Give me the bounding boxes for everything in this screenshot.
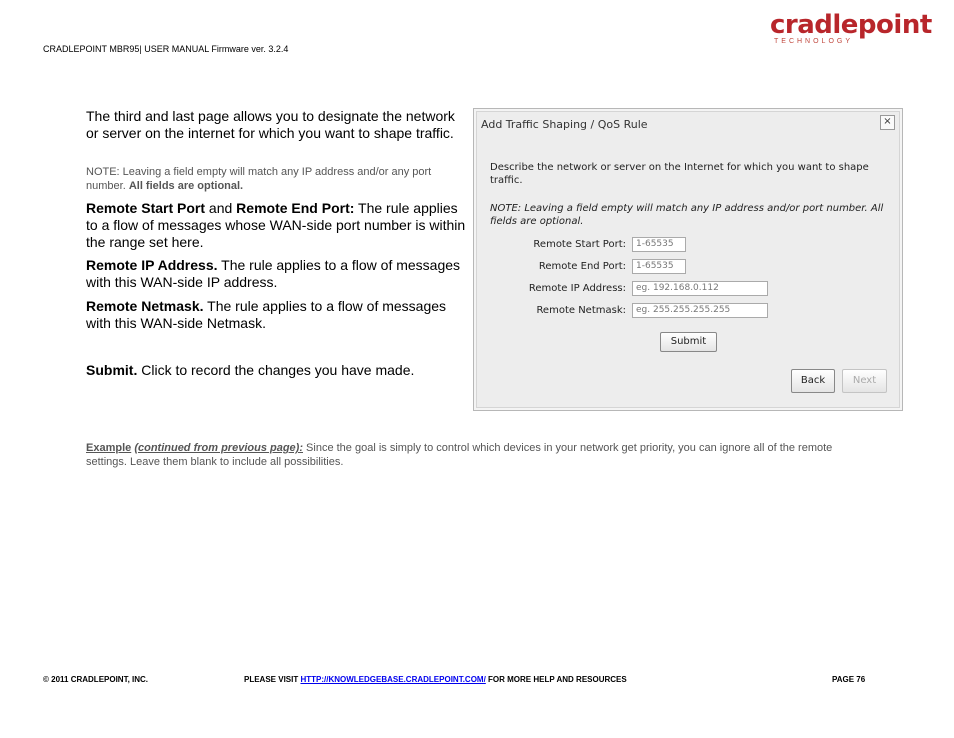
dialog-note: NOTE: Leaving a field empty will match any IP address and/or port number. All fields are optional. [490,203,884,227]
dialog-description: Describe the network or server on the Internet for which you want to shape traffic. [490,162,869,186]
ip-description: The rule applies to a flow of messages with this WAN-side IP address. [86,257,461,290]
example-text: Since the goal is simply to control which devices in your network get priority, you can ignore all of the remote settings. Leave them blank to include all possibilities. [86,442,833,468]
example-paragraph [86,441,876,469]
remote-end-port-row [477,259,877,277]
footer-visit [244,675,627,684]
netmask-description: The rule applies to a flow of messages with this WAN-side Netmask. [86,298,447,331]
submit-button[interactable]: Submit [660,332,717,352]
footer-page-number: PAGE 76 [832,675,866,684]
port-and: and [205,200,237,216]
dialog-body [476,111,900,408]
remote-start-port-row [477,237,877,255]
logo-wordmark: cradlepoint [770,10,932,40]
next-button[interactable]: Next [842,369,887,393]
netmask-term: Remote Netmask. [86,298,204,314]
remote-end-port-input[interactable]: 1-65535 [632,259,686,274]
qos-rule-dialog [473,108,903,411]
remote-start-port-input[interactable]: 1-65535 [632,237,686,252]
ip-paragraph [86,257,466,291]
remote-netmask-input[interactable]: eg. 255.255.255.255 [632,303,768,318]
netmask-paragraph [86,298,466,332]
document-header-title: CRADLEPOINT MBR95| USER MANUAL Firmware ver. 3.2.4 [43,44,289,54]
remote-ip-address-row [477,281,877,299]
port-term-start: Remote Start Port [86,200,206,216]
note-paragraph [86,165,466,193]
remote-netmask-label: Remote Netmask: [536,305,626,316]
back-button[interactable]: Back [791,369,835,393]
ip-paragraph-block [86,257,466,291]
example-label: Example [86,442,132,454]
netmask-paragraph-block [86,298,466,332]
note-paragraph-block [86,165,466,193]
port-paragraph [86,200,466,251]
remote-ip-address-input[interactable]: eg. 192.168.0.112 [632,281,768,296]
port-paragraph-block [86,200,466,251]
close-icon[interactable]: × [880,115,895,130]
footer-visit-prefix: PLEASE VISIT [244,675,301,684]
knowledgebase-link[interactable]: HTTP://KNOWLEDGEBASE.CRADLEPOINT.COM/ [300,675,486,684]
port-term-end: Remote End Port: [236,200,355,216]
submit-paragraph-block [86,362,466,379]
remote-netmask-row [477,303,877,321]
example-label-continued: (continued from previous page): [134,442,303,454]
ip-term: Remote IP Address. [86,257,218,273]
note-text: NOTE: Leaving a field empty will match any IP address and/or any port number. [86,166,432,192]
dialog-title: Add Traffic Shaping / QoS Rule [481,118,648,131]
remote-start-port-label: Remote Start Port: [533,239,626,250]
port-description: The rule applies to a flow of messages whose WAN-side port number is within the range set here. [86,200,466,250]
submit-paragraph [86,362,466,379]
remote-end-port-label: Remote End Port: [538,261,626,272]
submit-description: Click to record the changes you have made. [137,362,415,378]
logo-tagline: TECHNOLOGY [774,38,854,45]
footer-copyright: © 2011 CRADLEPOINT, INC. [43,675,149,684]
note-bold-text: All fields are optional. [128,180,244,192]
footer-visit-suffix: FOR MORE HELP AND RESOURCES [485,675,627,684]
intro-paragraph: The third and last page allows you to designate the network or server on the internet for which you want to shape traffic. [86,108,455,141]
submit-term: Submit. [86,362,138,378]
cradlepoint-logo [770,10,932,50]
remote-ip-address-label: Remote IP Address: [528,283,626,294]
intro-paragraph-block [86,108,466,142]
